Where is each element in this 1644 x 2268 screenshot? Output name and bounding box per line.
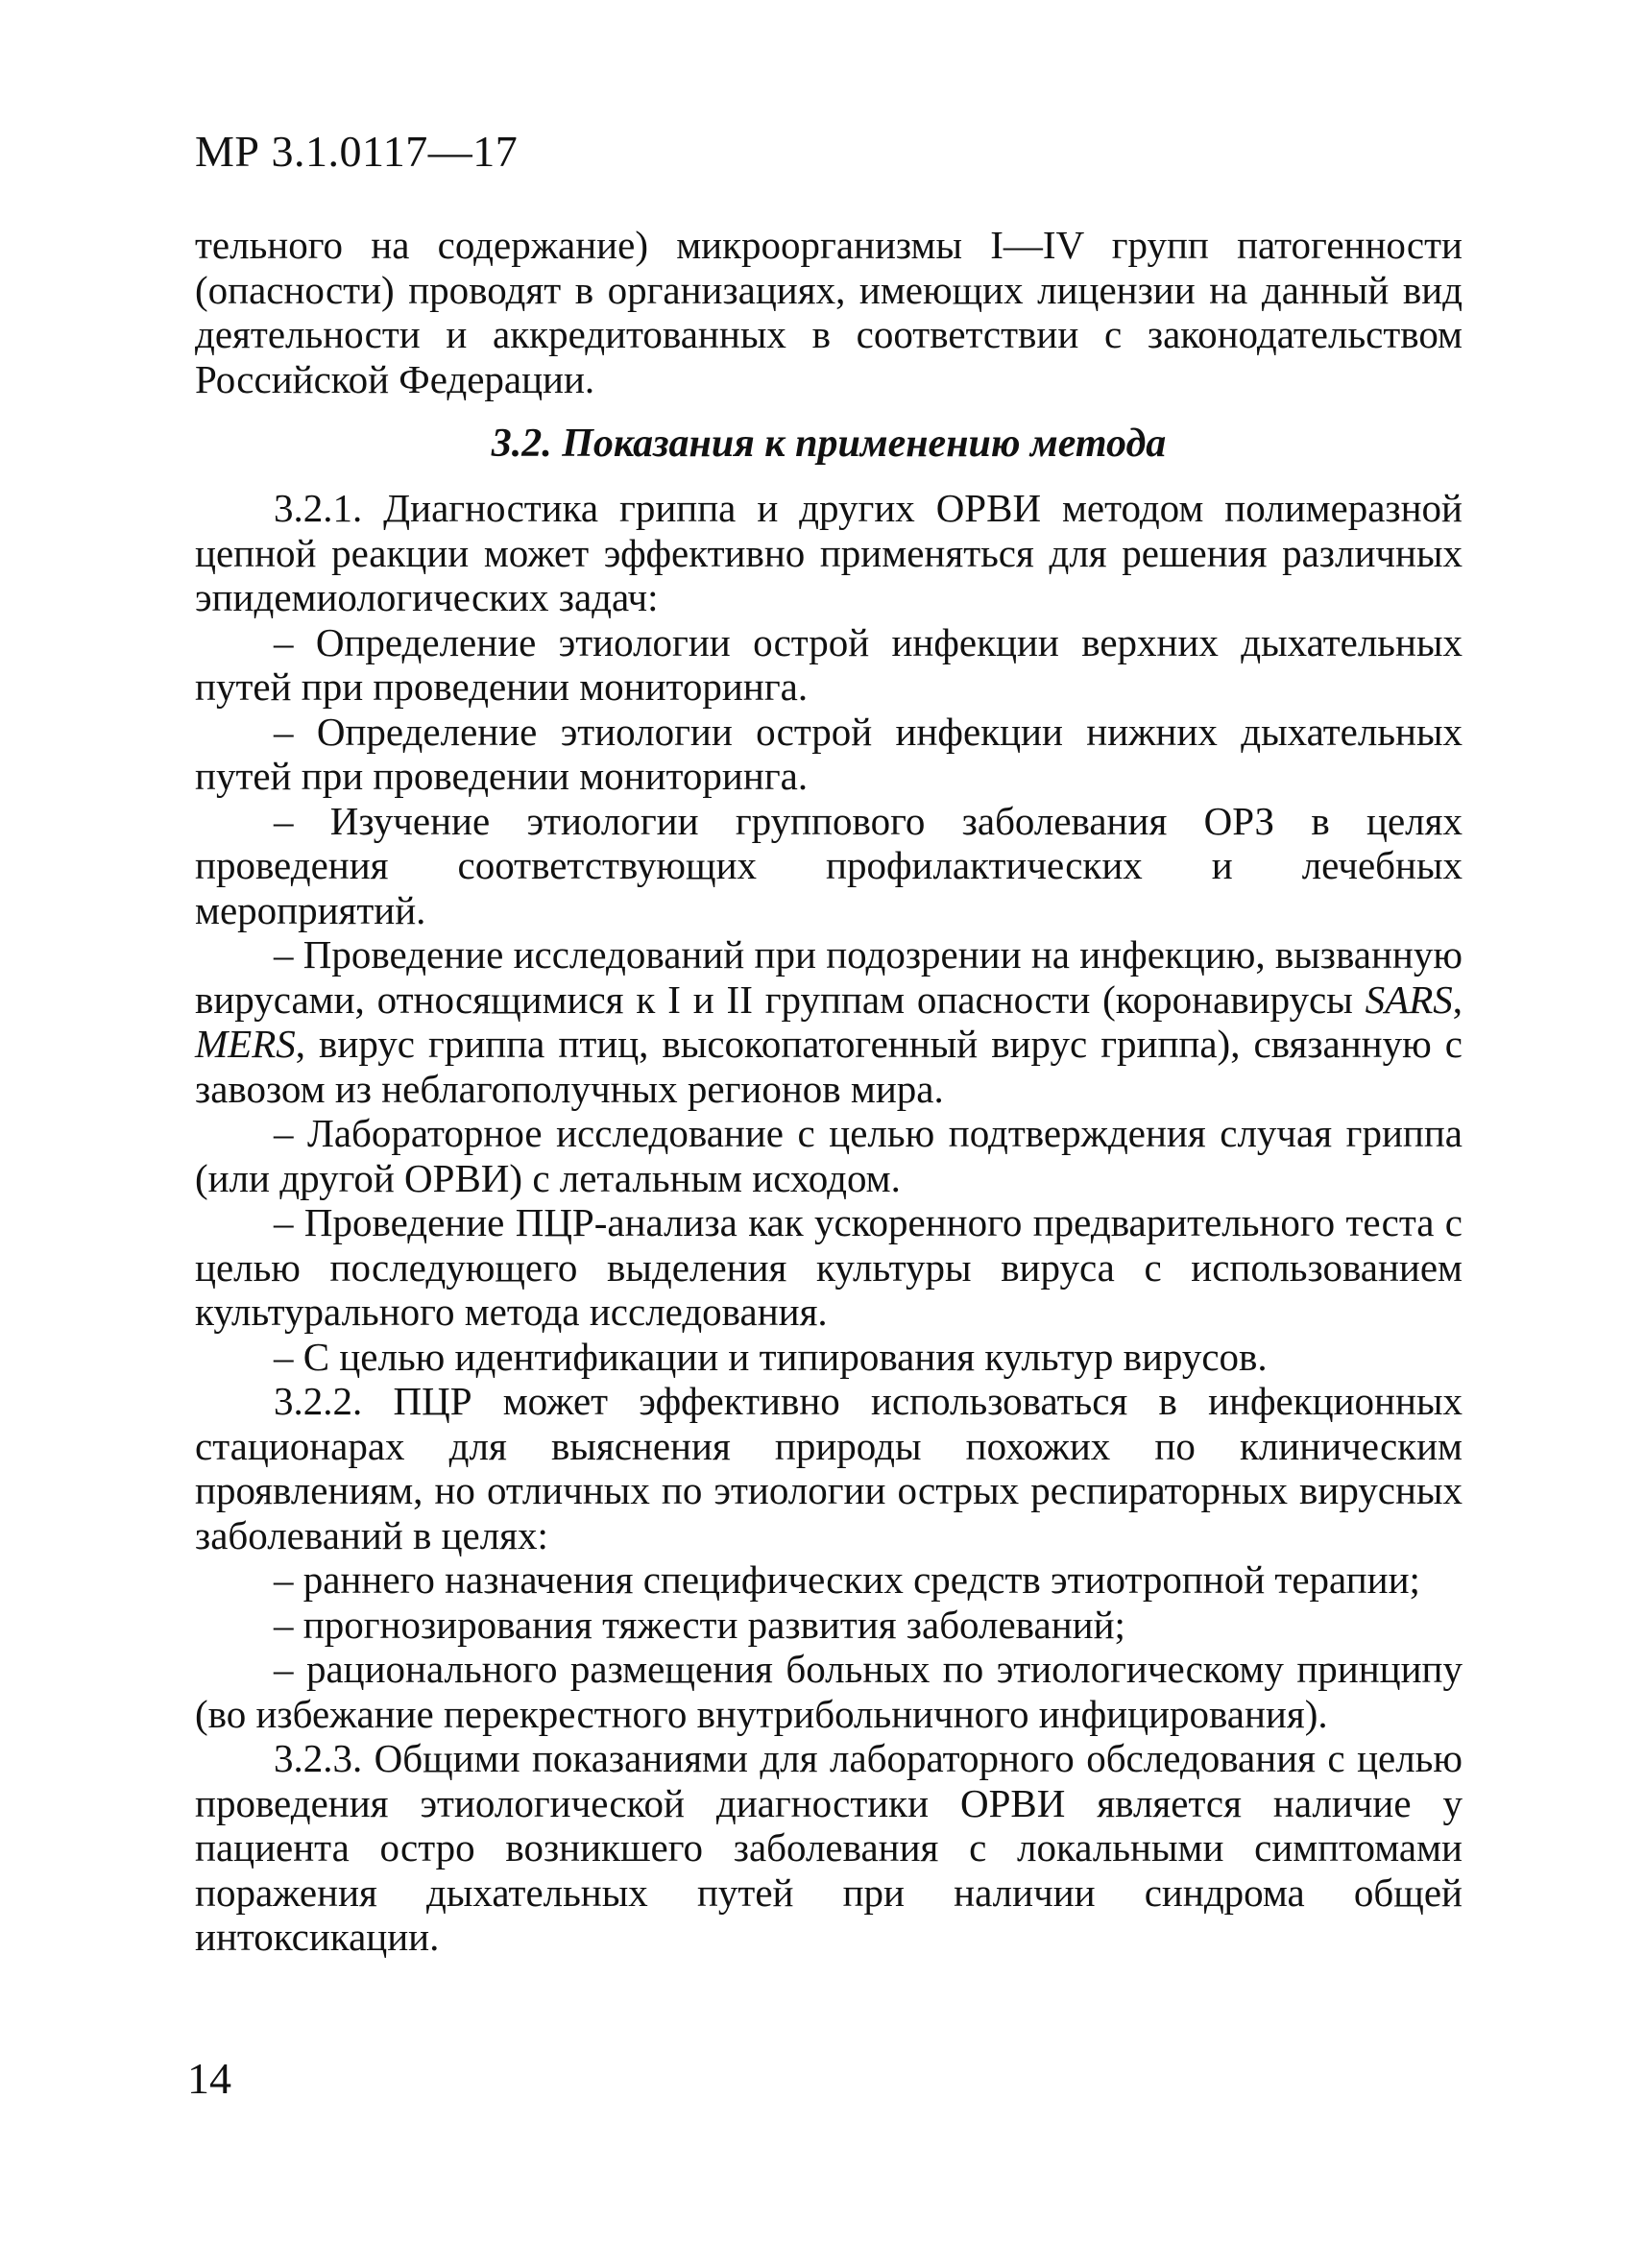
virus-name-sars: SARS	[1365, 977, 1453, 1022]
list-item-group-disease: – Изучение этиологии группового заболевания ОРЗ в целях проведения соответствующих профилактических и лечебных мероприятий.	[195, 798, 1463, 932]
document-number-header: МР 3.1.0117—17	[195, 127, 519, 176]
list-item-dangerous-viruses	[195, 932, 1463, 1111]
list-item-dangerous-viruses-part-a: – Проведение исследований при подозрении на инфекцию, вызванную вирусами, относящимися к I и II группам опасности (коронавирусы	[195, 932, 1463, 1022]
list-item-early-therapy: – раннего назначения специфических средств этиотропной терапии;	[274, 1557, 1420, 1602]
list-item-lethal-outcome: – Лабораторное исследование с целью подтверждения случая гриппа (или другой ОРВИ) с летальным исходом.	[195, 1111, 1463, 1200]
list-item-prognosis: – прогнозирования тяжести развития заболеваний;	[274, 1602, 1125, 1647]
paragraph-3-2-2: 3.2.2. ПЦР может эффективно использоваться в инфекционных стационарах для выяснения природы похожих по клиническим проявлениям, но отличных по этиологии острых респираторных вирусных заболеваний в целях:	[195, 1379, 1463, 1557]
list-item-pcr-express-test: – Проведение ПЦР-анализа как ускоренного предварительного теста с целью последующего выделения культуры вируса с использованием культурального метода исследования.	[195, 1200, 1463, 1334]
list-item-dangerous-viruses-part-c: , вирус гриппа птиц, высокопатогенный вирус гриппа), связанную с завозом из неблагополучных регионов мира.	[195, 1022, 1463, 1111]
paragraph-3-2-3: 3.2.3. Общими показаниями для лабораторного обследования с целью проведения этиологической диагностики ОРВИ является наличие у пациента остро возникшего заболевания с локальными симптомами поражения дыхательных путей при наличии синдрома общей интоксикации.	[195, 1736, 1463, 1959]
list-item-dangerous-viruses-sep: ,	[1452, 977, 1463, 1022]
body-text	[195, 223, 1463, 1960]
list-item-upper-respiratory: – Определение этиологии острой инфекции верхних дыхательных путей при проведении мониторинга.	[195, 619, 1463, 709]
virus-name-mers: MERS	[195, 1022, 296, 1066]
list-item-lower-respiratory: – Определение этиологии острой инфекции нижних дыхательных путей при проведении мониторинга.	[195, 709, 1463, 798]
list-item-patient-placement: – рационального размещения больных по этиологическому принципу (во избежание перекрестного внутрибольничного инфицирования).	[195, 1647, 1463, 1736]
paragraph-3-2-1: 3.2.1. Диагностика гриппа и других ОРВИ методом полимеразной цепной реакции может эффективно применяться для решения различных эпидемиологических задач:	[195, 486, 1463, 619]
paragraph-continuation: тельного на содержание) микроорганизмы I—IV групп патогенности (опасности) проводят в организациях, имеющих лицензии на данный вид деятельности и аккредитованных в соответствии с законодательством Российской Федерации.	[195, 223, 1463, 401]
section-title: 3.2. Показания к применению метода	[491, 422, 1167, 466]
page-number: 14	[187, 2054, 231, 2103]
list-item-identification: – С целью идентификации и типирования культур вирусов.	[274, 1334, 1268, 1379]
